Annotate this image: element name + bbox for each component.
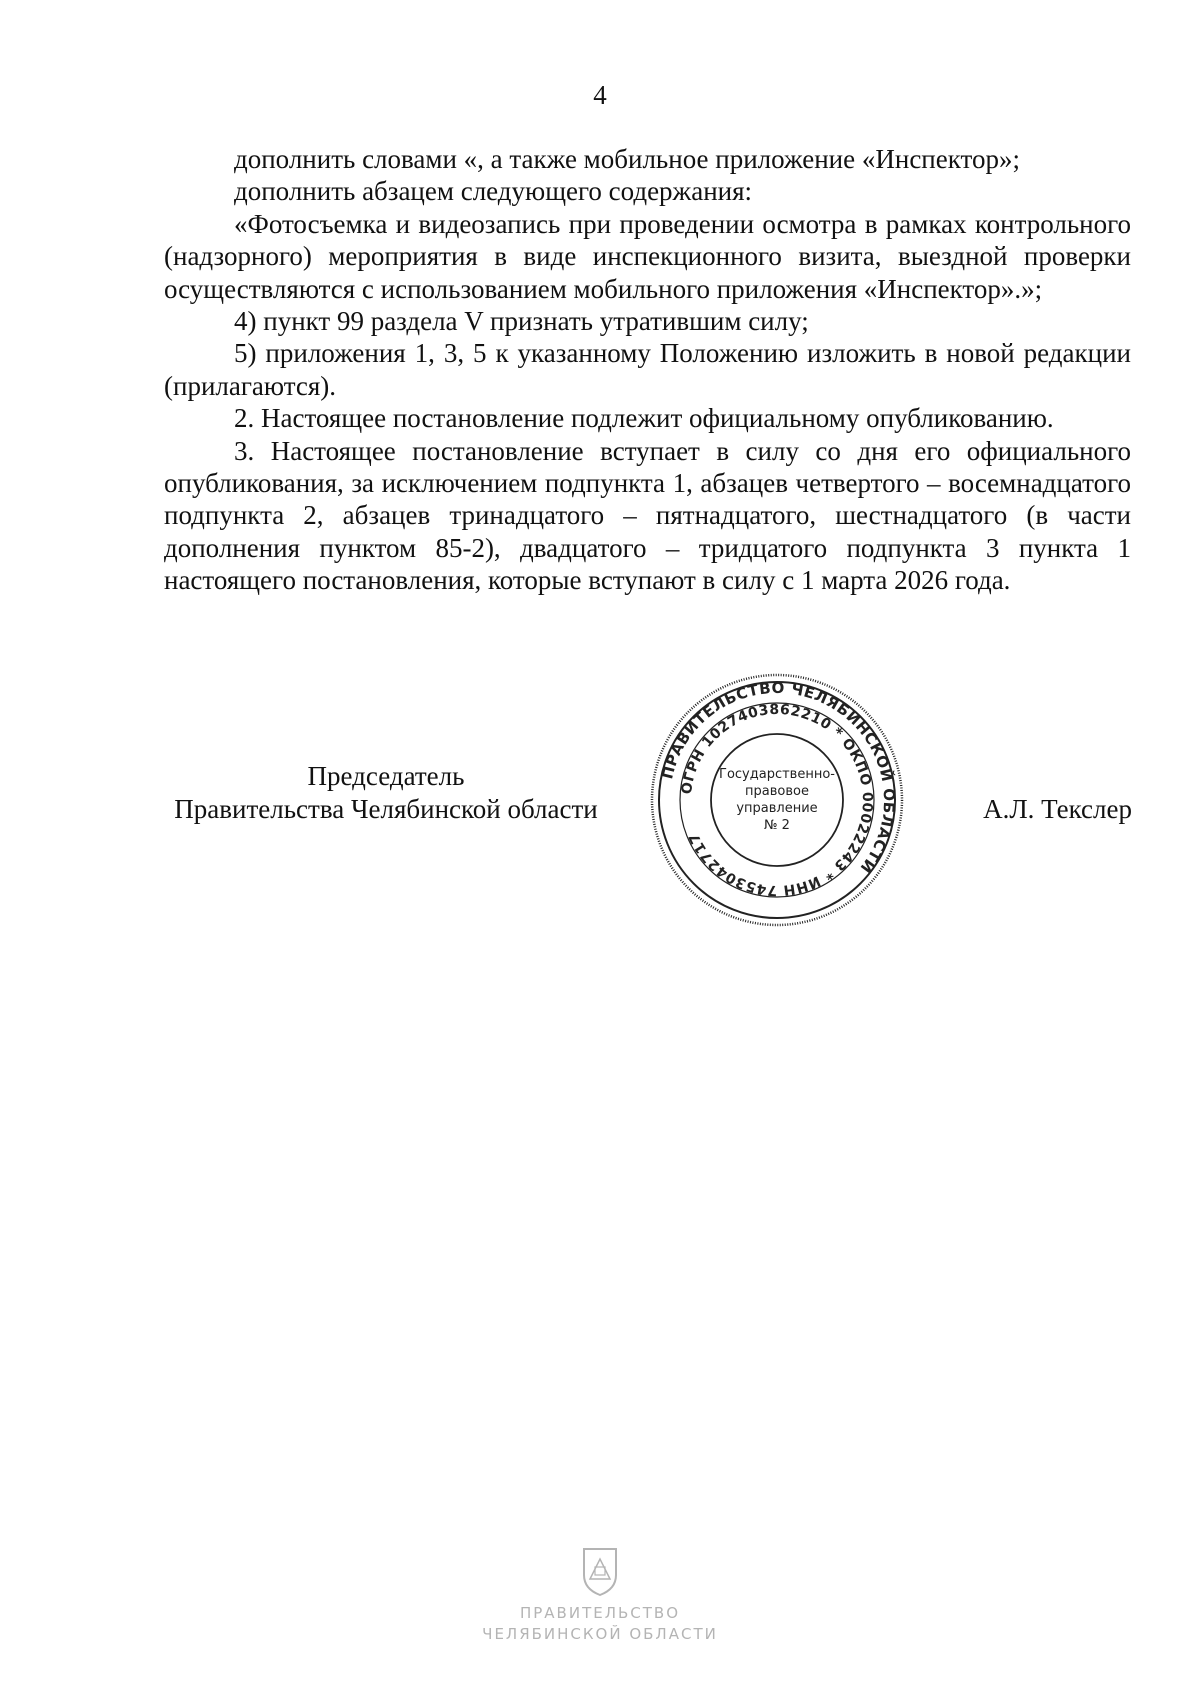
stamp-center-line1: Государственно- [719, 767, 835, 782]
watermark-line2: ЧЕЛЯБИНСКОЙ ОБЛАСТИ [482, 1625, 718, 1643]
paragraph-6: 2. Настоящее постановление подлежит официальному опубликованию. [234, 403, 1054, 434]
document-body [164, 143, 1131, 597]
stamp-center-line4: № 2 [764, 818, 790, 833]
signatory-title [150, 760, 622, 826]
watermark-line1: ПРАВИТЕЛЬСТВО [519, 1604, 681, 1622]
stamp-outer-text: ПРАВИТЕЛЬСТВО ЧЕЛЯБИНСКОЙ ОБЛАСТИ [658, 678, 899, 877]
signatory-title-line2: Правительства Челябинской области [174, 794, 598, 824]
stamp-inner-text: ОГРН 1027403862210 * ОКПО 00022243 * ИНН 7453042717 [679, 701, 876, 899]
official-seal-stamp [649, 672, 905, 928]
watermark [0, 1545, 1200, 1645]
paragraph-2: дополнить абзацем следующего содержания: [234, 176, 753, 207]
coat-of-arms-icon [580, 1545, 620, 1597]
paragraph-4: 4) пункт 99 раздела V признать утратившим силу; [234, 306, 809, 337]
signatory-title-line1: Председатель [307, 761, 465, 791]
page-number: 4 [593, 80, 607, 110]
stamp-center-line3: управление [736, 801, 818, 816]
paragraph-5: 5) приложения 1, 3, 5 к указанному Положению изложить в новой редакции (прилагаются). [164, 338, 1131, 401]
paragraph-3: «Фотосъемка и видеозапись при проведении осмотра в рамках контрольного (надзорного) мероприятия в виде инспекционного визита, выездной проверки осуществляются с использованием мобильного приложения «Инспектор».»; [164, 208, 1131, 304]
signatory-name: А.Л. Текслер [983, 794, 1132, 824]
paragraph-1: дополнить словами «, а также мобильное приложение «Инспектор»; [234, 144, 1020, 174]
stamp-center-line2: правовое [745, 784, 809, 799]
paragraph-7: 3. Настоящее постановление вступает в силу со дня его официального опубликования, за исключением подпункта 1, абзацев четвертого – восемнадцатого подпункта 2, абзацев тринадцатого – пятнадцатого, шестнадцатого (в части дополнения пунктом 85-2), двадцатого – тридцатого подпункта 3 пункта 1 настоящего постановления, которые вступают в силу с 1 марта 2026 года. [164, 435, 1131, 596]
